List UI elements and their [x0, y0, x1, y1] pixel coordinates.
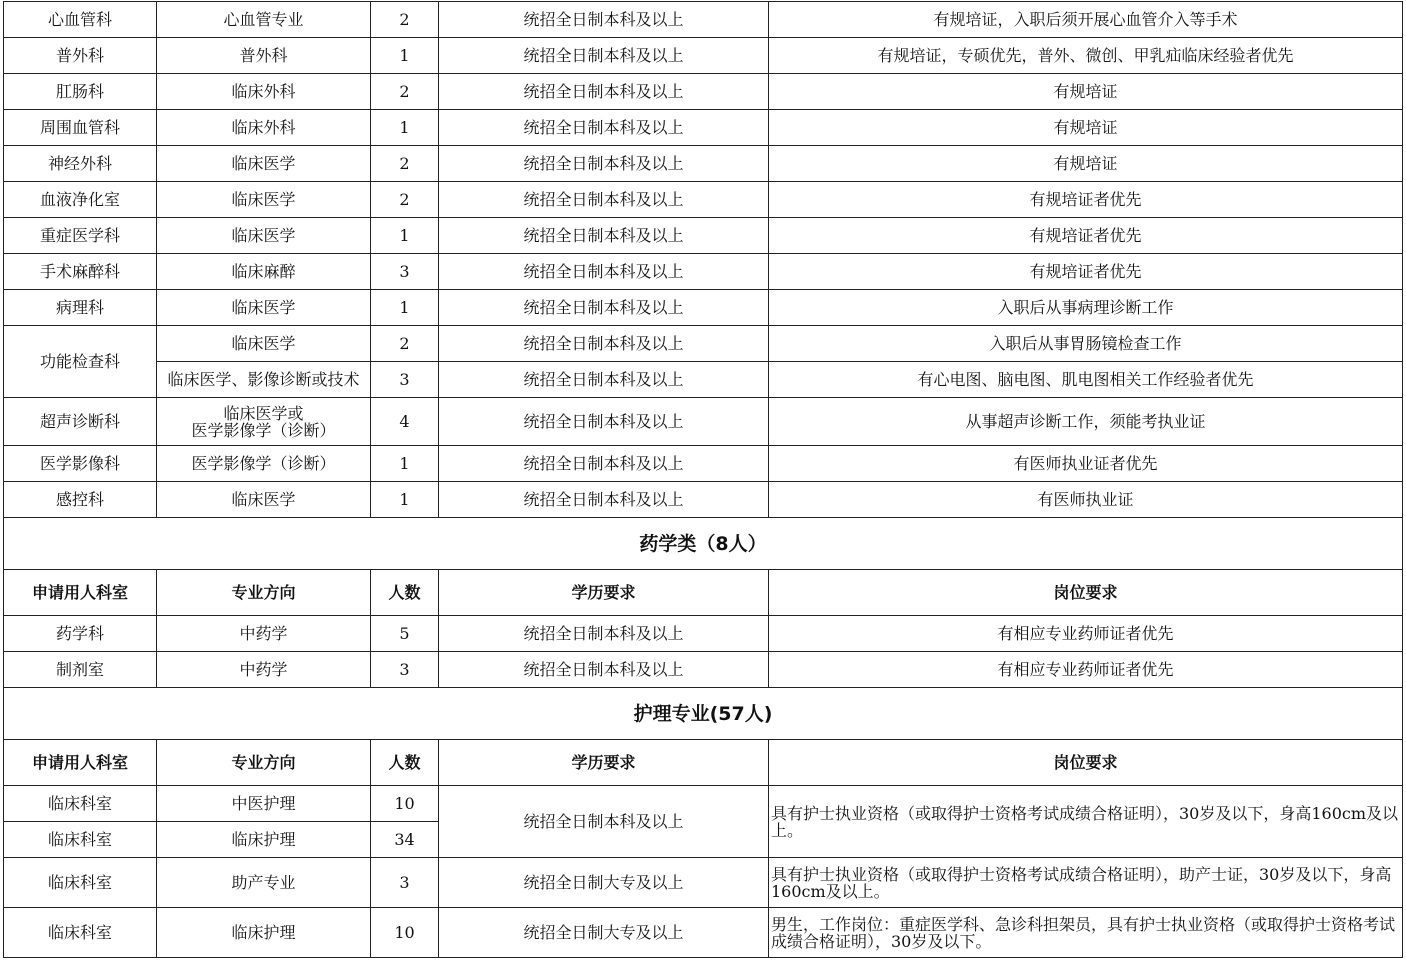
count-cell: 2 [371, 74, 439, 110]
major-cell: 临床医学 [157, 218, 371, 254]
table-row [4, 362, 1403, 398]
major-cell: 中药学 [157, 652, 371, 688]
education-cell: 统招全日制本科及以上 [439, 146, 769, 182]
education-cell: 统招全日制本科及以上 [439, 326, 769, 362]
requirement-cell: 有规培证 [769, 74, 1403, 110]
education-cell: 统招全日制本科及以上 [439, 110, 769, 146]
major-cell [157, 398, 371, 446]
requirement-cell: 男生，工作岗位：重症医学科、急诊科担架员，具有护士执业资格（或取得护士资格考试成绩合格证明），30岁及以下。 [769, 908, 1403, 958]
table-row [4, 2, 1403, 38]
major-cell: 临床医学 [157, 482, 371, 518]
major-cell: 临床护理 [157, 822, 371, 858]
count-cell: 2 [371, 182, 439, 218]
requirement-cell: 入职后从事胃肠镜检查工作 [769, 326, 1403, 362]
requirement-cell: 有医师执业证者优先 [769, 446, 1403, 482]
dept-cell: 医学影像科 [4, 446, 157, 482]
table-row [4, 652, 1403, 688]
dept-cell: 手术麻醉科 [4, 254, 157, 290]
count-cell: 10 [371, 908, 439, 958]
column-header-education: 学历要求 [439, 740, 769, 786]
major-cell: 临床护理 [157, 908, 371, 958]
education-cell: 统招全日制本科及以上 [439, 616, 769, 652]
column-header-major: 专业方向 [157, 740, 371, 786]
table-row [4, 74, 1403, 110]
requirement-cell: 具有护士执业资格（或取得护士资格考试成绩合格证明），30岁及以下，身高160cm及以上。 [769, 786, 1403, 858]
table-row [4, 146, 1403, 182]
column-header-education: 学历要求 [439, 570, 769, 616]
section-title-row [4, 518, 1403, 570]
dept-cell: 周围血管科 [4, 110, 157, 146]
table-row [4, 908, 1403, 958]
education-cell: 统招全日制大专及以上 [439, 858, 769, 908]
major-cell: 临床外科 [157, 74, 371, 110]
dept-cell: 临床科室 [4, 822, 157, 858]
header-row [4, 740, 1403, 786]
recruitment-table [3, 1, 1403, 958]
dept-cell: 神经外科 [4, 146, 157, 182]
dept-cell: 功能检查科 [4, 326, 157, 398]
education-cell: 统招全日制本科及以上 [439, 652, 769, 688]
dept-cell: 血液净化室 [4, 182, 157, 218]
dept-cell: 临床科室 [4, 786, 157, 822]
table-row [4, 290, 1403, 326]
major-cell: 普外科 [157, 38, 371, 74]
requirement-cell: 有医师执业证 [769, 482, 1403, 518]
count-cell: 3 [371, 858, 439, 908]
major-cell: 助产专业 [157, 858, 371, 908]
header-row [4, 570, 1403, 616]
major-cell: 临床医学 [157, 326, 371, 362]
count-cell: 1 [371, 38, 439, 74]
count-cell: 5 [371, 616, 439, 652]
education-cell: 统招全日制本科及以上 [439, 362, 769, 398]
requirement-cell: 有规培证 [769, 110, 1403, 146]
education-cell: 统招全日制本科及以上 [439, 290, 769, 326]
count-cell: 2 [371, 326, 439, 362]
major-line: 医学影像学（诊断） [191, 420, 336, 440]
education-cell: 统招全日制本科及以上 [439, 2, 769, 38]
requirement-cell: 有规培证，入职后须开展心血管介入等手术 [769, 2, 1403, 38]
count-cell: 3 [371, 652, 439, 688]
table-row [4, 398, 1403, 446]
column-header-major: 专业方向 [157, 570, 371, 616]
education-cell: 统招全日制本科及以上 [439, 446, 769, 482]
dept-cell: 制剂室 [4, 652, 157, 688]
dept-cell: 药学科 [4, 616, 157, 652]
requirement-cell: 有规培证者优先 [769, 254, 1403, 290]
dept-cell: 临床科室 [4, 858, 157, 908]
requirement-cell: 有规培证者优先 [769, 182, 1403, 218]
section-title-row [4, 688, 1403, 740]
requirement-cell: 有规培证 [769, 146, 1403, 182]
section-title: 护理专业(57人) [4, 688, 1403, 740]
major-cell: 中医护理 [157, 786, 371, 822]
column-header-dept: 申请用人科室 [4, 740, 157, 786]
count-cell: 2 [371, 2, 439, 38]
education-cell: 统招全日制本科及以上 [439, 182, 769, 218]
column-header-requirement: 岗位要求 [769, 740, 1403, 786]
table-row [4, 254, 1403, 290]
count-cell: 1 [371, 446, 439, 482]
major-cell: 临床外科 [157, 110, 371, 146]
major-cell: 临床医学 [157, 290, 371, 326]
dept-cell: 普外科 [4, 38, 157, 74]
dept-cell: 临床科室 [4, 908, 157, 958]
table-row [4, 446, 1403, 482]
dept-cell: 肛肠科 [4, 74, 157, 110]
education-cell: 统招全日制本科及以上 [439, 482, 769, 518]
major-cell: 临床医学 [157, 146, 371, 182]
education-cell: 统招全日制本科及以上 [439, 74, 769, 110]
table-row [4, 858, 1403, 908]
major-cell: 医学影像学（诊断） [157, 446, 371, 482]
education-cell: 统招全日制本科及以上 [439, 218, 769, 254]
column-header-count: 人数 [371, 740, 439, 786]
dept-cell: 超声诊断科 [4, 398, 157, 446]
requirement-cell: 入职后从事病理诊断工作 [769, 290, 1403, 326]
count-cell: 34 [371, 822, 439, 858]
requirement-cell: 有心电图、脑电图、肌电图相关工作经验者优先 [769, 362, 1403, 398]
major-cell: 临床麻醉 [157, 254, 371, 290]
education-cell: 统招全日制大专及以上 [439, 908, 769, 958]
requirement-cell: 从事超声诊断工作，须能考执业证 [769, 398, 1403, 446]
count-cell: 1 [371, 110, 439, 146]
count-cell: 1 [371, 218, 439, 254]
education-cell: 统招全日制本科及以上 [439, 398, 769, 446]
education-cell: 统招全日制本科及以上 [439, 254, 769, 290]
count-cell: 4 [371, 398, 439, 446]
section-title: 药学类（8人） [4, 518, 1403, 570]
table-row [4, 482, 1403, 518]
requirement-cell: 有规培证，专硕优先，普外、微创、甲乳疝临床经验者优先 [769, 38, 1403, 74]
major-cell: 临床医学 [157, 182, 371, 218]
major-line: 临床医学或 [223, 403, 304, 423]
table-row [4, 38, 1403, 74]
dept-cell: 病理科 [4, 290, 157, 326]
table-row [4, 182, 1403, 218]
count-cell: 2 [371, 146, 439, 182]
education-cell: 统招全日制本科及以上 [439, 38, 769, 74]
table-row [4, 110, 1403, 146]
column-header-count: 人数 [371, 570, 439, 616]
major-cell: 中药学 [157, 616, 371, 652]
dept-cell: 感控科 [4, 482, 157, 518]
count-cell: 1 [371, 290, 439, 326]
requirement-cell: 有相应专业药师证者优先 [769, 616, 1403, 652]
table-row [4, 218, 1403, 254]
count-cell: 1 [371, 482, 439, 518]
requirement-cell: 有相应专业药师证者优先 [769, 652, 1403, 688]
major-cell: 临床医学、影像诊断或技术 [157, 362, 371, 398]
dept-cell: 心血管科 [4, 2, 157, 38]
count-cell: 3 [371, 362, 439, 398]
requirement-cell: 有规培证者优先 [769, 218, 1403, 254]
count-cell: 10 [371, 786, 439, 822]
education-cell: 统招全日制本科及以上 [439, 786, 769, 858]
dept-cell: 重症医学科 [4, 218, 157, 254]
table-row [4, 786, 1403, 822]
major-cell: 心血管专业 [157, 2, 371, 38]
requirement-cell: 具有护士执业资格（或取得护士资格考试成绩合格证明），助产士证，30岁及以下，身高160cm及以上。 [769, 858, 1403, 908]
column-header-requirement: 岗位要求 [769, 570, 1403, 616]
column-header-dept: 申请用人科室 [4, 570, 157, 616]
table-row [4, 616, 1403, 652]
table-row [4, 326, 1403, 362]
count-cell: 3 [371, 254, 439, 290]
